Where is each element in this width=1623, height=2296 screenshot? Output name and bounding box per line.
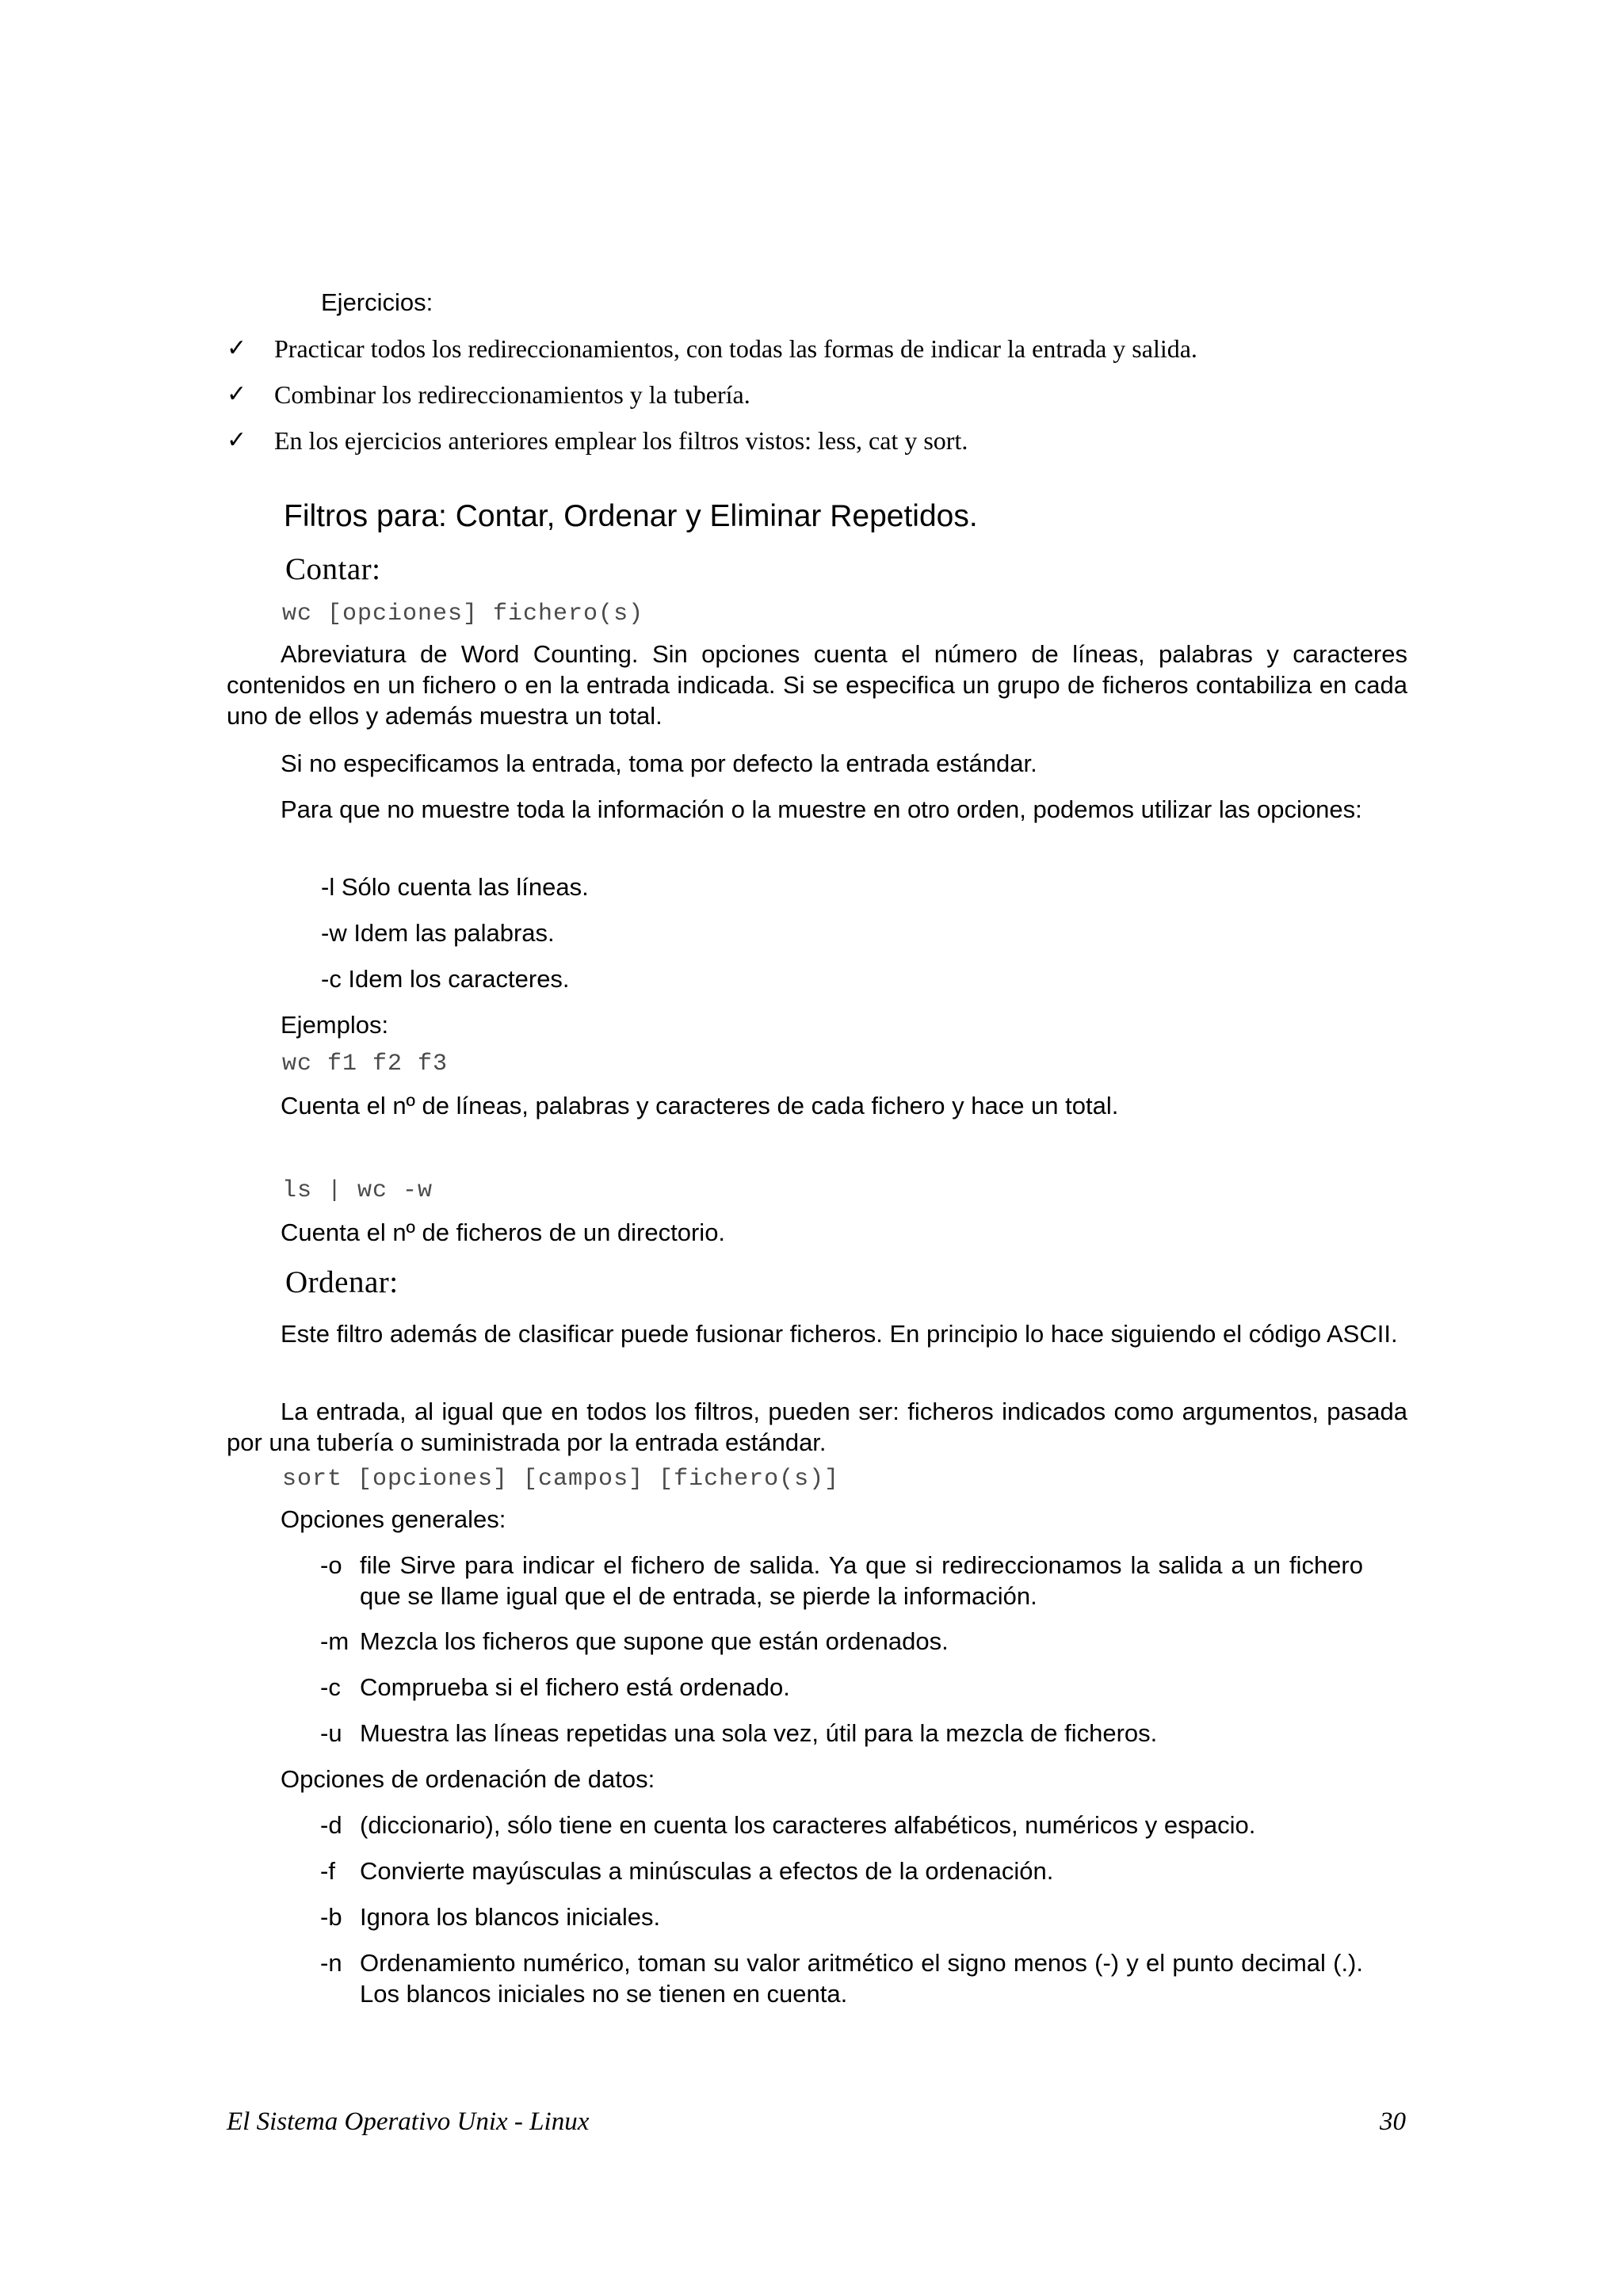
section-title: Filtros para: Contar, Ordenar y Eliminar Repetidos. [284, 499, 978, 533]
option-description: Mezcla los ficheros que supone que están ordenados. [360, 1627, 949, 1655]
option-flag: -n [320, 1949, 342, 1977]
contar-title: Contar: [285, 552, 381, 586]
exercise-text: En los ejercicios anteriores emplear los filtros vistos: less, cat y sort. [274, 426, 968, 455]
exercise-text: Practicar todos los redireccionamientos, con todas las formas de indicar la entrada y salida. [274, 334, 1197, 363]
option-description: file Sirve para indicar el fichero de salida. Ya que si redireccionamos la salida a un fichero que se llame igual que el de entrada, se pierde la información. [360, 1551, 1363, 1610]
exercises-heading: Ejercicios: [321, 288, 433, 316]
example-description: Cuenta el nº de líneas, palabras y caracteres de cada fichero y hace un total. [281, 1092, 1119, 1119]
contar-paragraph: Para que no muestre toda la información o la muestre en otro orden, podemos utilizar las opciones: [281, 795, 1362, 823]
contar-option: -w Idem las palabras. [321, 919, 555, 947]
option-description: Comprueba si el fichero está ordenado. [360, 1673, 790, 1701]
option-description: Ignora los blancos iniciales. [360, 1903, 661, 1931]
option-flag: -u [320, 1719, 342, 1747]
checkmark-icon: ✓ [227, 334, 247, 362]
contar-option: -l Sólo cuenta las líneas. [321, 873, 589, 901]
ordenar-syntax: sort [opciones] [campos] [fichero(s)] [282, 1466, 840, 1493]
ordenar-title: Ordenar: [285, 1265, 399, 1299]
option-flag: -c [320, 1673, 341, 1701]
footer-title: El Sistema Operativo Unix - Linux [227, 2107, 590, 2136]
option-flag: -f [320, 1857, 335, 1885]
example-description: Cuenta el nº de ficheros de un directorio. [281, 1219, 726, 1246]
option-flag: -m [320, 1627, 349, 1655]
examples-heading: Ejemplos: [281, 1011, 389, 1039]
page-number: 30 [1380, 2107, 1406, 2136]
exercise-text: Combinar los redireccionamientos y la tubería. [274, 380, 750, 409]
data-options-heading: Opciones de ordenación de datos: [281, 1765, 655, 1793]
checkmark-icon: ✓ [227, 380, 247, 408]
option-description: Muestra las líneas repetidas una sola vez, útil para la mezcla de ficheros. [360, 1719, 1158, 1747]
option-description: (diccionario), sólo tiene en cuenta los caracteres alfabéticos, numéricos y espacio. [360, 1811, 1256, 1839]
ordenar-paragraph: La entrada, al igual que en todos los filtros, pueden ser: ficheros indicados como argumentos, pasada por una tubería o suministrada por la entrada estándar. [227, 1398, 1407, 1456]
contar-option: -c Idem los caracteres. [321, 965, 570, 993]
contar-syntax: wc [opciones] fichero(s) [282, 601, 644, 627]
ordenar-paragraph: Este filtro además de clasificar puede fusionar ficheros. En principio lo hace siguiendo el código ASCII. [281, 1320, 1398, 1348]
contar-paragraph: Si no especificamos la entrada, toma por defecto la entrada estándar. [281, 749, 1037, 777]
option-flag: -b [320, 1903, 342, 1931]
option-description: Convierte mayúsculas a minúsculas a efectos de la ordenación. [360, 1857, 1054, 1885]
option-flag: -o [320, 1551, 342, 1579]
contar-paragraph: Abreviatura de Word Counting. Sin opciones cuenta el número de líneas, palabras y caracteres contenidos en un fichero o en la entrada indicada. Si se especifica un grupo de ficheros contabiliza en cada uno de ellos y además muestra un total. [227, 640, 1407, 730]
example-code: wc f1 f2 f3 [282, 1051, 449, 1077]
option-description: Ordenamiento numérico, toman su valor aritmético el signo menos (-) y el punto decimal (.). Los blancos iniciales no se tienen en cuenta. [360, 1949, 1363, 2008]
example-code: ls | wc -w [282, 1177, 433, 1204]
option-flag: -d [320, 1811, 342, 1839]
checkmark-icon: ✓ [227, 426, 247, 454]
general-options-heading: Opciones generales: [281, 1505, 506, 1533]
